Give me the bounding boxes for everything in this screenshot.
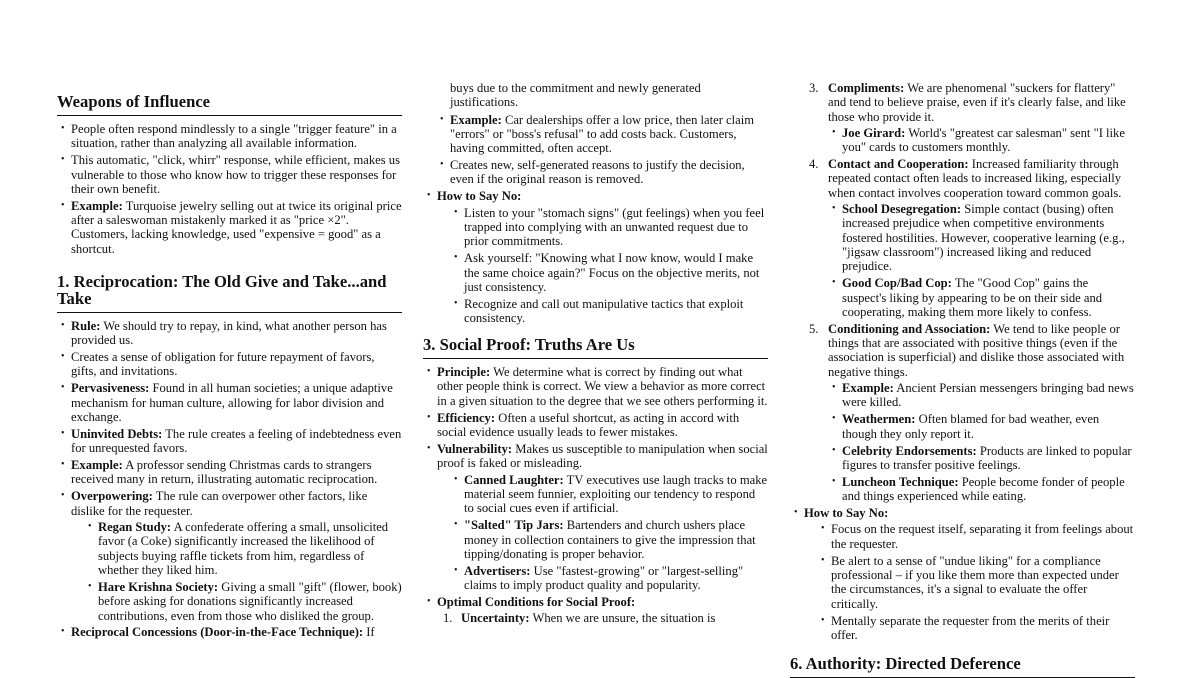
list-item: • Optimal Conditions for Social Proof: 1. Uncertainty: When we are unsure, the situation is bbox=[423, 595, 768, 626]
list-item: • Canned Laughter: TV executives use laugh tracks to make material seem funnier, exploiting our tendency to respond to social cues even if artificial. bbox=[450, 473, 768, 516]
column-3 bbox=[790, 0, 1135, 673]
section-title-weapons: Weapons of Influence bbox=[57, 93, 402, 116]
list-item: • Good Cop/Bad Cop: The "Good Cop" gains the suspect's liking by appearing to be on their side and cooperating, making them more likely to confess. bbox=[828, 276, 1135, 319]
list-item: • Example: A professor sending Christmas cards to strangers received many in return, illustrating automatic reciprocation. bbox=[57, 458, 402, 487]
reciprocation-list bbox=[57, 319, 402, 640]
sub-list bbox=[828, 202, 1135, 319]
say-no-list bbox=[790, 506, 1135, 642]
list-item: 3. Compliments: We are phenomenal "suckers for flattery" and tend to believe praise, even if it's clearly false, and like those who provide it. • Joe Girard: World's "greatest car salesman" sent "I like you" cards to customers monthly. bbox=[790, 81, 1135, 154]
sub-list bbox=[828, 381, 1135, 503]
list-item: • "Salted" Tip Jars: Bartenders and church ushers place money in collection containers to give the impression that tipping/donating is proper behavior. bbox=[450, 518, 768, 561]
continued-sub-list bbox=[423, 113, 768, 187]
list-item: • Focus on the request itself, separating it from feelings about the requester. bbox=[817, 522, 1135, 551]
list-item: • Regan Study: A confederate offering a small, unsolicited favor (a Coke) significantly increased the likelihood of subjects buying raffle tickets from him, regardless of whether they liked him. bbox=[84, 520, 402, 577]
sub-list bbox=[804, 522, 1135, 642]
list-item: • Weathermen: Often blamed for bad weather, even though they only report it. bbox=[828, 412, 1135, 441]
sub-list bbox=[437, 473, 768, 593]
list-item: • Hare Krishna Society: Giving a small "gift" (flower, book) before asking for donations significantly increased contributions, even from those who disliked the group. bbox=[84, 580, 402, 623]
list-item: • Ask yourself: "Knowing what I now know, would I make the same choice again?" Focus on the objective merits, not just consistency. bbox=[450, 251, 768, 294]
sub-list bbox=[828, 126, 1135, 155]
continued-text: buys due to the commitment and newly generated justifications. bbox=[450, 81, 701, 110]
list-item: • Listen to your "stomach signs" (gut feelings) when you feel trapped into complying with an unwanted request due to prior commitments. bbox=[450, 206, 768, 249]
list-item: • Overpowering: The rule can overpower other factors, like dislike for the requester. • Regan Study: A confederate offering a small, unsolicited favor (a Coke) significantly increased the likelihood of subjects buying raffle tickets from him, regardless of whether they liked him. • Hare Krishna Society: Giving a small "gift" (flower, book) before asking for donations significantly increased contributions, even from those who disliked the group. bbox=[57, 489, 402, 622]
column-1 bbox=[57, 0, 402, 640]
list-item: 1. Uncertainty: When we are unsure, the situation is bbox=[443, 611, 716, 626]
numbered-list bbox=[790, 81, 1135, 503]
list-item: • Vulnerability: Makes us susceptible to manipulation when social proof is faked or misleading. • Canned Laughter: TV executives use laugh tracks to make material seem funnier, exploiting our tendency to respond to social cues even if artificial. • "Salted" Tip Jars: Bartenders and church ushers place money in collection containers to give the impression that tipping/donating is proper behavior. • Advertisers: Use "fastest-growing" or "largest-selling" claims to imply product quality and popularity. bbox=[423, 442, 768, 592]
sub-list bbox=[71, 520, 402, 623]
list-item: • Mentally separate the requester from the merits of their offer. bbox=[817, 614, 1135, 643]
list-item: • Advertisers: Use "fastest-growing" or "largest-selling" claims to imply product quality and popularity. bbox=[450, 564, 768, 593]
intro-list bbox=[57, 122, 402, 256]
list-item: • Creates a sense of obligation for future repayment of favors, gifts, and invitations. bbox=[57, 350, 402, 379]
list-item: • Uninvited Debts: The rule creates a feeling of indebtedness even for unrequested favors. bbox=[57, 427, 402, 456]
list-item: • This automatic, "click, whirr" response, while efficient, makes us vulnerable to those who know how to trigger these responses for their own benefit. bbox=[57, 153, 402, 196]
section-title-authority: 6. Authority: Directed Deference bbox=[790, 655, 1135, 678]
column-2 bbox=[423, 0, 768, 626]
list-item: 5. Conditioning and Association: We tend to like people or things that are associated with positive things (even if the association is superficial) and dislike those associated with negative things. • Example: Ancient Persian messengers bringing bad news were killed. • Weathermen: Often blamed for bad weather, even though they only report it. • Celebrity Endorsements: Products are linked to popular figures to transfer positive feelings. • Luncheon Technique: People become fonder of people and things experienced while eating. bbox=[790, 322, 1135, 504]
sub-list bbox=[437, 206, 768, 326]
list-item: • Reciprocal Concessions (Door-in-the-Face Technique): If bbox=[57, 625, 402, 639]
list-item: • Joe Girard: World's "greatest car salesman" sent "I like you" cards to customers monthly. bbox=[828, 126, 1135, 155]
say-no-list bbox=[423, 189, 768, 325]
list-item: • Creates new, self-generated reasons to justify the decision, even if the original reason is removed. bbox=[436, 158, 768, 187]
section-title-social-proof: 3. Social Proof: Truths Are Us bbox=[423, 336, 768, 359]
list-item: • Principle: We determine what is correct by finding out what other people think is correct. We view a behavior as more correct in a given situation to the degree that we see others performing it. bbox=[423, 365, 768, 408]
list-item: • Recognize and call out manipulative tactics that exploit consistency. bbox=[450, 297, 768, 326]
list-item: • People often respond mindlessly to a single "trigger feature" in a situation, rather than analyzing all available information. bbox=[57, 122, 402, 151]
list-item: • Be alert to a sense of "undue liking" for a compliance professional – if you like them more than expected under the circumstances, it's a signal to evaluate the offer critically. bbox=[817, 554, 1135, 611]
list-item: • How to Say No: • Focus on the request itself, separating it from feelings about the requester. • Be alert to a sense of "undue liking" for a compliance professional – if you like them more than expected under the circumstances, it's a signal to evaluate the offer critically. • Mentally separate the requester from the merits of their offer. bbox=[790, 506, 1135, 642]
list-item: • Example: Ancient Persian messengers bringing bad news were killed. bbox=[828, 381, 1135, 410]
section-title-reciprocation: 1. Reciprocation: The Old Give and Take...and Take bbox=[57, 273, 402, 313]
list-item: • How to Say No: • Listen to your "stomach signs" (gut feelings) when you feel trapped into complying with an unwanted request due to prior commitments. • Ask yourself: "Knowing what I now know, would I make the same choice again?" Focus on the objective merits, not just consistency. • Recognize and call out manipulative tactics that exploit consistency. bbox=[423, 189, 768, 325]
list-item: • Luncheon Technique: People become fonder of people and things experienced while eating. bbox=[828, 475, 1135, 504]
list-item: • Celebrity Endorsements: Products are linked to popular figures to transfer positive feelings. bbox=[828, 444, 1135, 473]
list-item: • Rule: We should try to repay, in kind, what another person has provided us. bbox=[57, 319, 402, 348]
list-item: • Efficiency: Often a useful shortcut, as acting in accord with social evidence usually leads to fewer mistakes. bbox=[423, 411, 768, 440]
list-item: • Example: Turquoise jewelry selling out at twice its original price after a saleswoman mistakenly marked it as "price ×2". Customers, lacking knowledge, used "expensive = good" as a shortcut. bbox=[57, 199, 402, 256]
list-item: 4. Contact and Cooperation: Increased familiarity through repeated contact often leads to increased liking, especially when contact involves cooperation toward common goals. • School Desegregation: Simple contact (busing) often increased prejudice when competitive environments fostered hostilities. However, cooperative learning (e.g., "jigsaw classroom") increased liking and reduced prejudice. • Good Cop/Bad Cop: The "Good Cop" gains the suspect's liking by appearing to be on their side and cooperating, making them more likely to confess. bbox=[790, 157, 1135, 319]
list-item: • School Desegregation: Simple contact (busing) often increased prejudice when competitive environments fostered hostilities. However, cooperative learning (e.g., "jigsaw classroom") increased liking and reduced prejudice. bbox=[828, 202, 1135, 273]
list-item: • Example: Car dealerships offer a low price, then later claim "errors" or "boss's refusal" to add costs back. Customers, having committed, often accept. bbox=[436, 113, 768, 156]
social-proof-list bbox=[423, 365, 768, 625]
list-item: • Pervasiveness: Found in all human societies; a unique adaptive mechanism for human culture, allowing for labor division and exchange. bbox=[57, 381, 402, 424]
numbered-list bbox=[437, 611, 768, 625]
